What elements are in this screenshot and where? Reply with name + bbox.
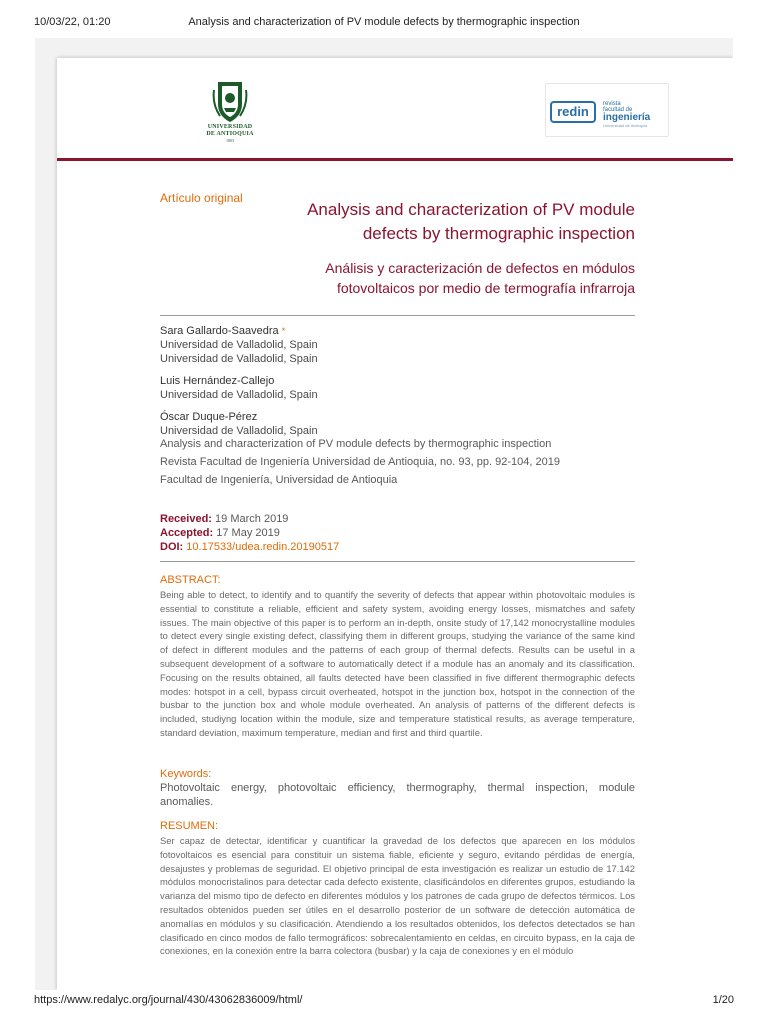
- metadata-divider: [160, 561, 635, 562]
- author-1: [160, 324, 318, 366]
- redin-line2: facultad de: [603, 107, 633, 113]
- author-name[interactable]: Sara Gallardo-Saavedra: [160, 325, 279, 337]
- university-name-line1: UNIVERSIDAD: [207, 124, 253, 130]
- article-title-es: [237, 258, 635, 298]
- title-en-line2: defects by thermographic inspection: [362, 224, 635, 243]
- citation-journal: Revista Facultad de Ingeniería Universidad de Antioquia, no. 93, pp. 92-104, 2019: [160, 456, 560, 468]
- keywords-text: Photovoltaic energy, photovoltaic efficiency, thermography, thermal inspection, module anomalies.: [160, 782, 635, 808]
- citation-block: [160, 435, 635, 489]
- author-2: [160, 374, 318, 402]
- abstract-text: Being able to detect, to identify and to quantify the severity of defects that appear within photovoltaic modules is essential to constitute a reliable, efficient and safety system, avoiding energy losses, mismatches and safety issues. The main objective of this paper is to perform an in-depth, onsite study of 17,142 monocrystalline modules to detect every single existing defect, classifying them in different groups, studying the variance of the same kind of defect in different modules and the patterns of each group of thermal defects. Results can be useful in a subsequent development of a software to automatically detect if a module has an anomaly and its classification. Focusing on the results obtained, all faults detected have been classified in five different thermographic defects modes: hotspot in a cell, bypass circuit overheated, hotspot in the junction box, hotspot in the connection of the busbar to the junction box and whole module overheated. An analysis of patterns of the different defects is included, studiyng location within the module, size and temperature statistical results, as average temperature, standard deviation, maximum temperature, median and first and third quartile.: [160, 589, 635, 738]
- redin-wordmark: [603, 101, 667, 128]
- page-number: 1/20: [712, 994, 734, 1006]
- corresponding-author-marker[interactable]: *: [281, 326, 286, 336]
- title-es-line1: Análisis y caracterización de defectos en módulos: [325, 260, 635, 276]
- citation-title: Analysis and characterization of PV module defects by thermographic inspection: [160, 438, 552, 450]
- citation-publisher: Facultad de Ingeniería, Universidad de Antioquia: [160, 474, 398, 486]
- author-affiliation: Universidad de Valladolid, Spain: [160, 353, 318, 365]
- print-footer: [34, 994, 734, 1008]
- author-name[interactable]: Luis Hernández-Callejo: [160, 375, 275, 387]
- page-sheet: [35, 38, 733, 990]
- abstract-heading: ABSTRACT:: [160, 574, 221, 586]
- print-date: 10/03/22, 01:20: [34, 16, 111, 28]
- article-dates: [160, 512, 339, 554]
- doi-label: DOI:: [160, 541, 184, 553]
- redin-line1: revista: [603, 101, 621, 107]
- resumen-heading: RESUMEN:: [160, 820, 219, 832]
- page-url[interactable]: https://www.redalyc.org/journal/430/43062836009/html/: [34, 994, 303, 1006]
- author-name[interactable]: Óscar Duque-Pérez: [160, 411, 258, 423]
- resumen-text: Ser capaz de detectar, identificar y cuantificar la gravedad de los defectos que aparecen en los módulos fotovoltaicos es esencial para constituir un sistema fiable, eficiente y seguro, evitando pérdidas de energía, desajustes y problemas de seguridad. El objetivo principal de esta investigación es realizar un estudio de 17.142 módulos monocristalinos para detectar cada defecto existente, clasificándolos en diferentes grupos, estudiando la varianza del mismo tipo de defecto en diferentes módulos y los patrones de cada grupo de defectos térmicos. Los resultados obtenidos pueden ser útiles en el desarrollo posterior de un software de detección automática de anomalías en módulos y su clasificación. Atendiendo a los resultados obtenidos, los defectos detectados se han clasificado en cinco modos de fallo termográficos: sobrecalentamiento en celdas, en circuito bypass, en la caja de conexiones, en la conexión entre la barra colectora (busbar) y la caja de conexiones y en el módulo: [160, 835, 635, 957]
- print-header: [34, 16, 734, 30]
- article-type: Artículo original: [160, 191, 243, 205]
- article-page: [57, 58, 733, 990]
- university-year: 1803: [226, 138, 234, 143]
- author-affiliation: Universidad de Valladolid, Spain: [160, 339, 318, 351]
- redin-line3: ingeniería: [603, 112, 651, 123]
- keywords-heading: Keywords:: [160, 768, 212, 780]
- author-affiliation: Universidad de Valladolid, Spain: [160, 425, 318, 437]
- redin-line4: Universidad de Antioquia: [603, 123, 648, 128]
- doi-link[interactable]: 10.17533/udea.redin.20190517: [186, 541, 340, 553]
- title-divider: [160, 315, 635, 316]
- university-seal-icon: [212, 80, 248, 124]
- university-name-line2: DE ANTIOQUIA: [206, 131, 254, 137]
- print-title: Analysis and characterization of PV module defects by thermographic inspection: [188, 16, 580, 28]
- header-divider: [57, 158, 733, 161]
- received-label: Received:: [160, 513, 212, 525]
- accepted-label: Accepted:: [160, 527, 214, 539]
- university-logo: [200, 80, 260, 148]
- received-date: 19 March 2019: [215, 513, 289, 525]
- title-en-line1: Analysis and characterization of PV module: [307, 200, 635, 219]
- accepted-date: 17 May 2019: [216, 527, 280, 539]
- article-title-en: [237, 198, 635, 246]
- journal-header: [57, 58, 733, 158]
- title-es-line2: fotovoltaicos por medio de termografía infrarroja: [336, 280, 635, 296]
- redin-mark: redin: [550, 101, 596, 123]
- redin-logo: [545, 83, 669, 137]
- author-affiliation: Universidad de Valladolid, Spain: [160, 389, 318, 401]
- author-3: [160, 410, 318, 438]
